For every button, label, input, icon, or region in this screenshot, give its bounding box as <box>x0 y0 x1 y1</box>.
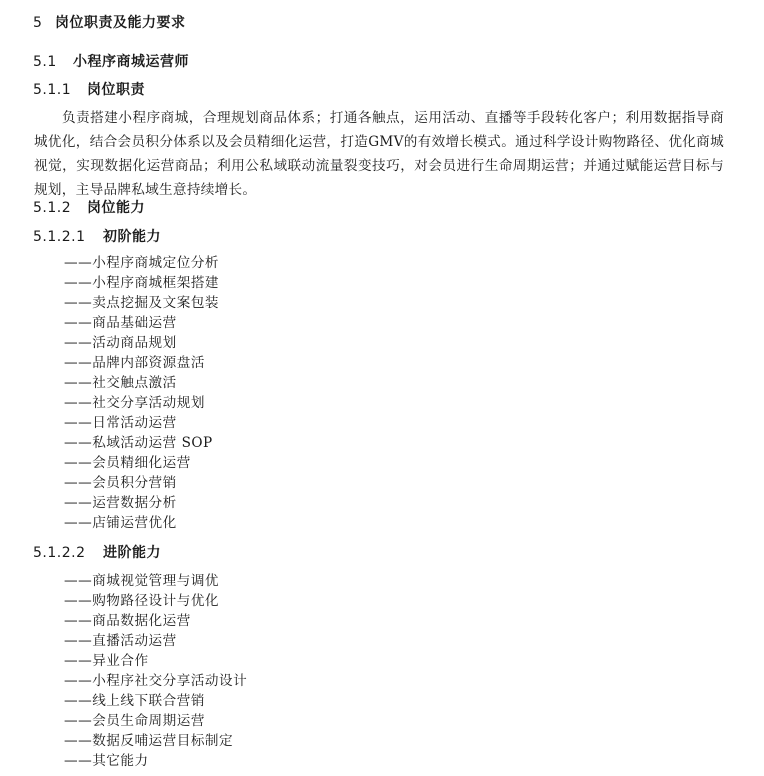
heading-number: 5 <box>33 15 43 31</box>
list-item: ——店铺运营优化 <box>64 515 177 531</box>
heading-5 <box>33 14 186 32</box>
heading-title: 初阶能力 <box>103 229 161 245</box>
list-item: ——商品数据化运营 <box>64 613 191 629</box>
list-item: ——其它能力 <box>64 753 149 769</box>
list-item: ——会员精细化运营 <box>64 455 191 471</box>
heading-number: 5.1.2.1 <box>33 229 86 245</box>
list-item: ——社交分享活动规划 <box>64 395 205 411</box>
list-item: ——活动商品规划 <box>64 335 177 351</box>
heading-title: 岗位能力 <box>87 200 145 216</box>
heading-number: 5.1 <box>33 54 57 70</box>
list-item: ——小程序社交分享活动设计 <box>64 673 248 689</box>
list-item: ——数据反哺运营目标制定 <box>64 733 234 749</box>
list-item: ——品牌内部资源盘活 <box>64 355 205 371</box>
list-item: ——商城视觉管理与调优 <box>64 573 220 589</box>
heading-5-1-1 <box>33 81 145 99</box>
heading-5-1-2 <box>33 199 145 217</box>
list-item: ——商品基础运营 <box>64 315 177 331</box>
list-item: ——社交触点激活 <box>64 375 177 391</box>
heading-title: 岗位职责及能力要求 <box>55 15 186 31</box>
list-item: ——会员积分营销 <box>64 475 177 491</box>
job-duties-paragraph: 负责搭建小程序商城，合理规划商品体系；打通各触点，运用活动、直播等手段转化客户；利用数据指导商城优化，结合会员积分体系以及会员精细化运营，打造GMV的有效增长模式。通过科学设计购物路径、优化商城视觉，实现数据化运营商品；利用公私域联动流量裂变技巧，对会员进行生命周期运营；并通过赋能运营目标与规划，主导品牌私域生意持续增长。 <box>34 110 724 198</box>
list-item: ——私域活动运营 SOP <box>64 435 213 451</box>
list-item: ——购物路径设计与优化 <box>64 593 220 609</box>
basic-abilities-list <box>64 253 219 533</box>
heading-5-1-2-2 <box>33 544 161 562</box>
list-item: ——小程序商城框架搭建 <box>64 275 220 291</box>
list-item: ——运营数据分析 <box>64 495 177 511</box>
heading-5-1 <box>33 53 189 71</box>
heading-number: 5.1.2.2 <box>33 545 86 561</box>
advanced-abilities-list <box>64 571 247 771</box>
heading-number: 5.1.2 <box>33 200 72 216</box>
heading-title: 小程序商城运营师 <box>73 54 189 70</box>
list-item: ——线上线下联合营销 <box>64 693 205 709</box>
heading-number: 5.1.1 <box>33 82 72 98</box>
list-item: ——小程序商城定位分析 <box>64 255 220 271</box>
list-item: ——卖点挖掘及文案包装 <box>64 295 220 311</box>
list-item: ——会员生命周期运营 <box>64 713 205 729</box>
list-item: ——日常活动运营 <box>64 415 177 431</box>
list-item: ——异业合作 <box>64 653 149 669</box>
list-item: ——直播活动运营 <box>64 633 177 649</box>
heading-title: 进阶能力 <box>103 545 161 561</box>
heading-5-1-2-1 <box>33 228 161 246</box>
heading-title: 岗位职责 <box>87 82 145 98</box>
